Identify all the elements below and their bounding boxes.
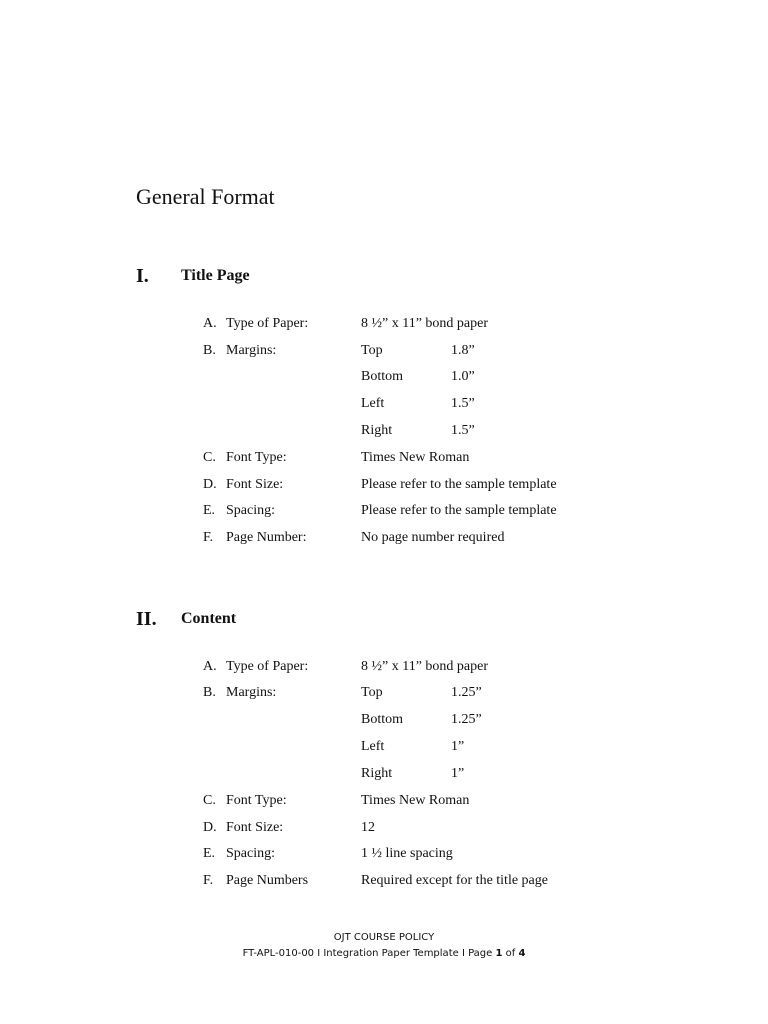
footer-document-info bbox=[0, 946, 768, 962]
item-value: Bottom bbox=[361, 712, 404, 727]
item-label: Font Type: bbox=[226, 793, 287, 808]
list-item bbox=[0, 420, 768, 442]
list-item bbox=[0, 366, 768, 388]
item-value: Left bbox=[361, 739, 385, 754]
item-letter: D. bbox=[203, 820, 217, 835]
item-value: 8 ½” x 11” bond paper bbox=[361, 316, 488, 331]
item-label: Font Size: bbox=[226, 477, 284, 492]
item-value: Top bbox=[361, 343, 383, 358]
item-letter: A. bbox=[203, 659, 217, 674]
item-value: No page number required bbox=[361, 530, 505, 545]
item-label: Page Numbers bbox=[226, 873, 309, 888]
list-item bbox=[0, 817, 768, 839]
item-value: 12 bbox=[361, 820, 375, 835]
item-value: Top bbox=[361, 685, 383, 700]
page-title: General Format bbox=[136, 184, 275, 209]
list-item bbox=[0, 340, 768, 362]
item-value-secondary: 1.5” bbox=[451, 423, 475, 438]
list-item bbox=[0, 447, 768, 469]
list-item bbox=[0, 682, 768, 704]
footer-page-current: 1 bbox=[495, 948, 503, 959]
item-value: Times New Roman bbox=[361, 793, 470, 808]
item-letter: C. bbox=[203, 793, 216, 808]
item-value: 1 ½ line spacing bbox=[361, 846, 453, 861]
item-letter: E. bbox=[203, 503, 216, 518]
item-label: Font Type: bbox=[226, 450, 287, 465]
section-2-heading: Content bbox=[181, 610, 237, 627]
item-letter: F. bbox=[203, 873, 214, 888]
list-item bbox=[0, 843, 768, 865]
item-letter: E. bbox=[203, 846, 216, 861]
item-letter: B. bbox=[203, 685, 216, 700]
item-value-secondary: 1.5” bbox=[451, 396, 475, 411]
item-value-secondary: 1.0” bbox=[451, 369, 475, 384]
list-item bbox=[0, 736, 768, 758]
item-label: Spacing: bbox=[226, 503, 275, 518]
item-value: Left bbox=[361, 396, 385, 411]
footer-document-code: FT-APL-010-00 I Integration Paper Template I Page bbox=[242, 948, 496, 959]
list-item bbox=[0, 527, 768, 549]
item-label: Margins: bbox=[226, 685, 277, 700]
item-value-secondary: 1.25” bbox=[451, 712, 482, 727]
item-label: Spacing: bbox=[226, 846, 275, 861]
footer-page-of: of bbox=[502, 948, 519, 959]
section-1-numeral: I. bbox=[136, 265, 149, 287]
list-item bbox=[0, 313, 768, 335]
item-letter: D. bbox=[203, 477, 217, 492]
footer-page-total: 4 bbox=[518, 948, 526, 959]
list-item bbox=[0, 500, 768, 522]
item-label: Page Number: bbox=[226, 530, 307, 545]
item-letter: F. bbox=[203, 530, 214, 545]
item-value: Right bbox=[361, 766, 393, 781]
list-item bbox=[0, 474, 768, 496]
item-label: Font Size: bbox=[226, 820, 284, 835]
list-item bbox=[0, 656, 768, 678]
list-item bbox=[0, 709, 768, 731]
section-2-numeral: II. bbox=[136, 608, 157, 630]
section-1-heading: Title Page bbox=[181, 267, 250, 284]
item-value: Bottom bbox=[361, 369, 404, 384]
item-value-secondary: 1.8” bbox=[451, 343, 475, 358]
item-value-secondary: 1” bbox=[451, 766, 465, 781]
item-value: Please refer to the sample template bbox=[361, 503, 557, 518]
item-label: Type of Paper: bbox=[226, 316, 309, 331]
item-value: 8 ½” x 11” bond paper bbox=[361, 659, 488, 674]
item-letter: A. bbox=[203, 316, 217, 331]
list-item bbox=[0, 790, 768, 812]
item-value-secondary: 1.25” bbox=[451, 685, 482, 700]
item-label: Margins: bbox=[226, 343, 277, 358]
item-value: Right bbox=[361, 423, 393, 438]
item-value-secondary: 1” bbox=[451, 739, 465, 754]
footer-policy: OJT COURSE POLICY bbox=[333, 932, 435, 943]
item-value: Required except for the title page bbox=[361, 873, 548, 888]
item-value: Please refer to the sample template bbox=[361, 477, 557, 492]
list-item bbox=[0, 393, 768, 415]
list-item bbox=[0, 870, 768, 892]
list-item bbox=[0, 763, 768, 785]
item-value: Times New Roman bbox=[361, 450, 470, 465]
item-label: Type of Paper: bbox=[226, 659, 309, 674]
item-letter: B. bbox=[203, 343, 216, 358]
item-letter: C. bbox=[203, 450, 216, 465]
